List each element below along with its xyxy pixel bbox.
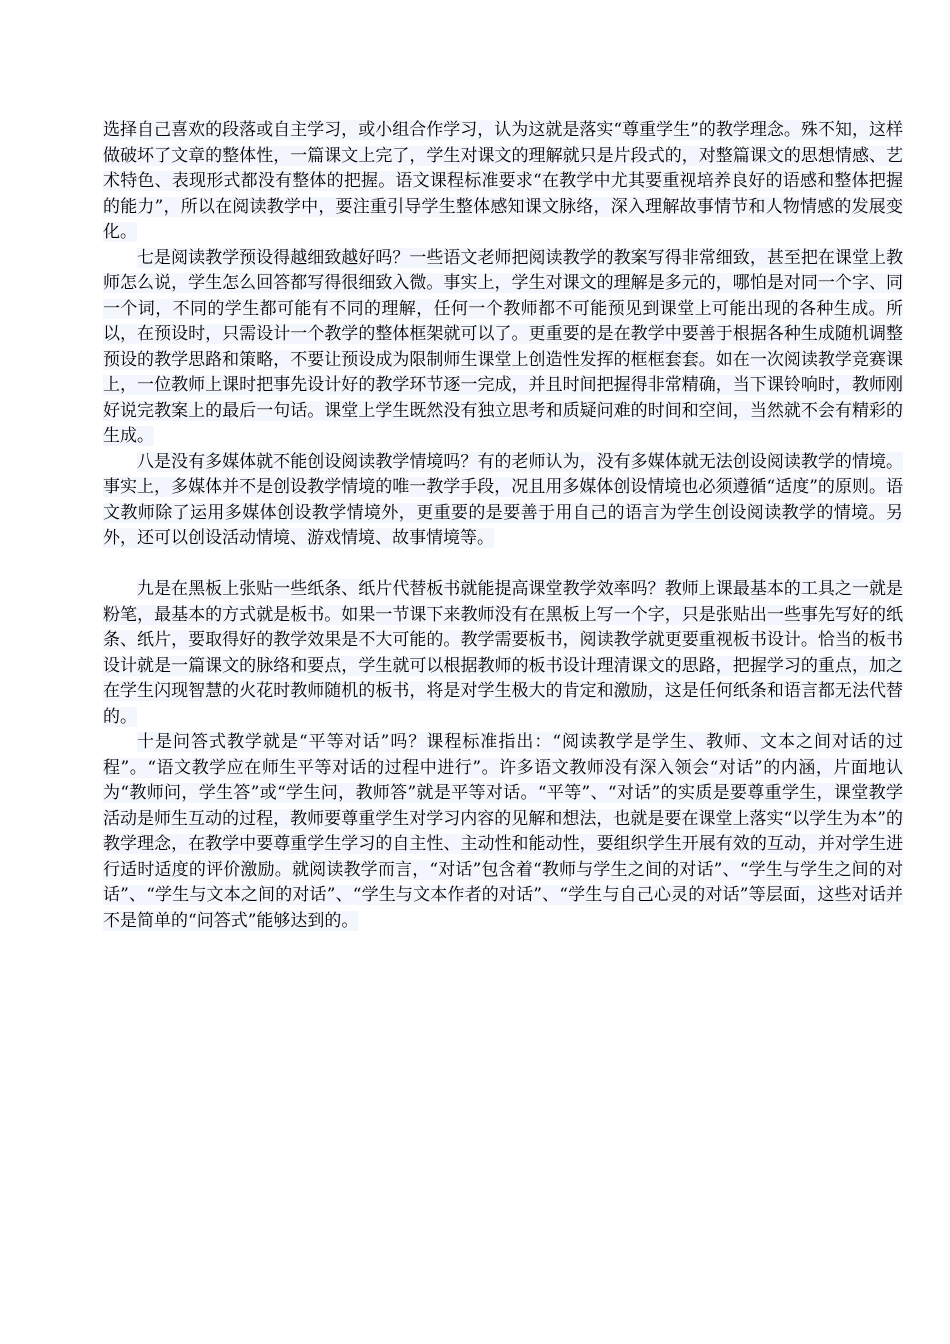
- paragraph-text: 七是阅读教学预设得越细致越好吗？一些语文老师把阅读教学的教案写得非常细致，甚至把在课堂上教师怎么说，学生怎么回答都写得很细致入微。事实上，学生对课文的理解是多元的，哪怕是对同一个字、同一个词，不同的学生都可能有不同的理解，任何一个教师都不可能预见到课堂上可能出现的各种生成。所以，在预设时，只需设计一个教学的整体框架就可以了。更重要的是在教学中要善于根据各种生成随机调整预设的教学思路和策略，不要让预设成为限制师生课堂上创造性发挥的框框套套。如在一次阅读教学竞赛课上，一位教师上课时把事先设计好的教学环节逐一完成，并且时间把握得非常精确，当下课铃响时，教师刚好说完教案上的最后一句话。课堂上学生既然没有独立思考和质疑问难的时间和空间，当然就不会有精彩的生成。: [103, 247, 903, 446]
- paragraph-point-ten: [103, 730, 903, 934]
- paragraph-text: 选择自己喜欢的段落或自主学习，或小组合作学习，认为这就是落实“尊重学生”的教学理念。殊不知，这样做破坏了文章的整体性，一篇课文上完了，学生对课文的理解就只是片段式的，对整篇课文的思想情感、艺术特色、表现形式都没有整体的把握。语文课程标准要求“在教学中尤其要重视培养良好的语感和整体把握的能力”，所以在阅读教学中，要注重引导学生整体感知课文脉络，深入理解故事情节和人物情感的发展变化。: [103, 120, 903, 242]
- paragraph-point-seven: [103, 246, 903, 450]
- document-page: [103, 118, 903, 934]
- paragraph-point-nine: [103, 577, 903, 730]
- paragraph-point-eight: [103, 450, 903, 552]
- paragraph-text: 十是问答式教学就是“平等对话”吗？课程标准指出：“阅读教学是学生、教师、文本之间对话的过程”。“语文教学应在师生平等对话的过程中进行”。许多语文教师没有深入领会“对话”的内涵，片面地认为“教师问，学生答”或“学生问，教师答”就是平等对话。“平等”、“对话”的实质是要尊重学生，课堂教学活动是师生互动的过程，教师要尊重学生对学习内容的见解和想法，也就是要在课堂上落实“以学生为本”的教学理念，在教学中要尊重学生学习的自主性、主动性和能动性，要组织学生开展有效的互动，并对学生进行适时适度的评价激励。就阅读教学而言，“对话”包含着“教师与学生之间的对话”、“学生与学生之间的对话”、“学生与文本之间的对话”、“学生与文本作者的对话”、“学生与自己心灵的对话”等层面，这些对话并不是简单的“问答式”能够达到的。: [103, 732, 903, 931]
- paragraph-spacer: [103, 552, 903, 578]
- paragraph-intro-continuation: [103, 118, 903, 246]
- paragraph-text: 九是在黑板上张贴一些纸条、纸片代替板书就能提高课堂教学效率吗？教师上课最基本的工具之一就是粉笔，最基本的方式就是板书。如果一节课下来教师没有在黑板上写一个字，只是张贴出一些事先写好的纸条、纸片，要取得好的教学效果是不大可能的。教学需要板书，阅读教学就更要重视板书设计。恰当的板书设计就是一篇课文的脉络和要点，学生就可以根据教师的板书设计理清课文的思路，把握学习的重点，加之在学生闪现智慧的火花时教师随机的板书，将是对学生极大的肯定和激励，这是任何纸条和语言都无法代替的。: [103, 579, 903, 727]
- paragraph-text: 八是没有多媒体就不能创设阅读教学情境吗？有的老师认为，没有多媒体就无法创设阅读教学的情境。事实上，多媒体并不是创设教学情境的唯一教学手段，况且用多媒体创设情境也必须遵循“适度”的原则。语文教师除了运用多媒体创设教学情境外，更重要的是要善于用自己的语言为学生创设阅读教学的情境。另外，还可以创设活动情境、游戏情境、故事情境等。: [103, 451, 903, 548]
